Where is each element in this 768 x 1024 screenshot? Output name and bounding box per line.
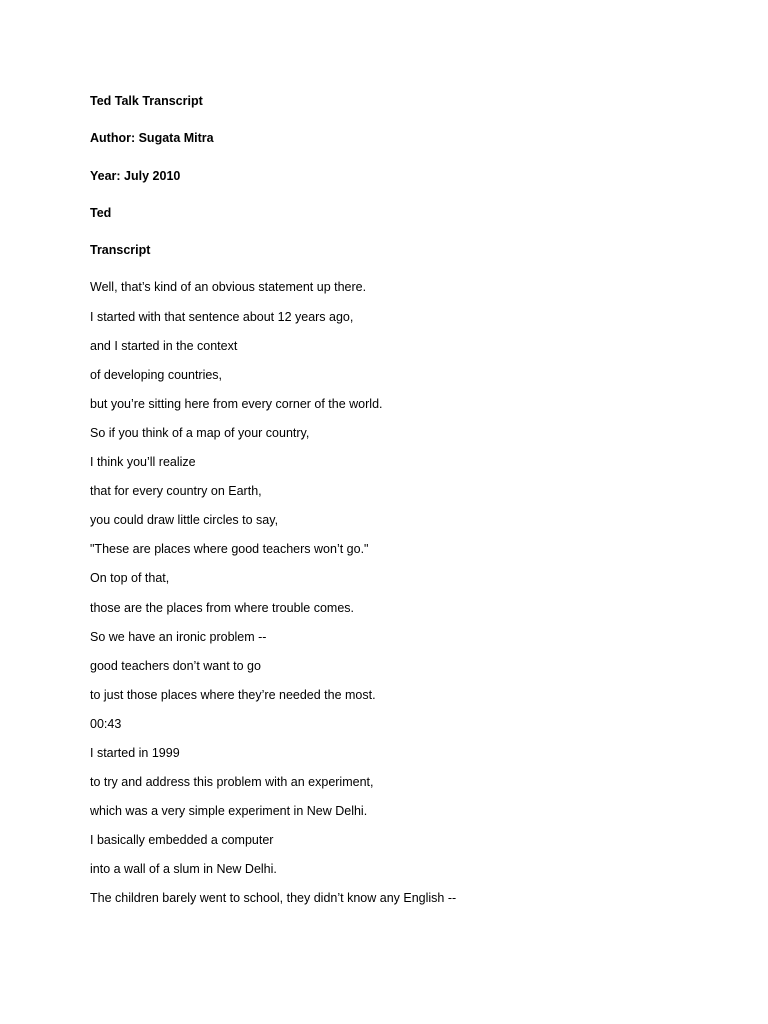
transcript-line: I basically embedded a computer: [90, 833, 274, 848]
transcript-line: that for every country on Earth,: [90, 484, 262, 499]
transcript-line: I think you’ll realize: [90, 455, 196, 470]
transcript-line: "These are places where good teachers won’t go.": [90, 542, 369, 557]
source-line: Ted: [90, 205, 112, 220]
transcript-line: those are the places from where trouble comes.: [90, 600, 355, 615]
year-line: Year: July 2010: [90, 168, 181, 183]
transcript-line: but you’re sitting here from every corner of the world.: [90, 396, 383, 411]
transcript-line: On top of that,: [90, 571, 170, 586]
transcript-line: So we have an ironic problem --: [90, 629, 267, 644]
transcript-line: Well, that’s kind of an obvious statement up there.: [90, 280, 367, 295]
transcript-line: to just those places where they’re needed the most.: [90, 687, 376, 702]
transcript-line: of developing countries,: [90, 367, 223, 382]
transcript-line: The children barely went to school, they didn’t know any English --: [90, 891, 457, 906]
transcript-line: which was a very simple experiment in New Delhi.: [90, 804, 368, 819]
transcript-line: you could draw little circles to say,: [90, 513, 279, 528]
transcript-line: to try and address this problem with an experiment,: [90, 775, 374, 790]
document-body: [90, 93, 710, 920]
transcript-line: and I started in the context: [90, 338, 238, 353]
transcript-line: good teachers don’t want to go: [90, 658, 261, 673]
section-heading-transcript: Transcript: [90, 243, 151, 258]
transcript-line: I started with that sentence about 12 years ago,: [90, 309, 354, 324]
transcript-line: I started in 1999: [90, 745, 180, 760]
document-title: Ted Talk Transcript: [90, 94, 203, 108]
transcript-line: So if you think of a map of your country,: [90, 425, 310, 440]
author-line: Author: Sugata Mitra: [90, 131, 214, 146]
timestamp-line: 00:43: [90, 716, 122, 731]
transcript-line: into a wall of a slum in New Delhi.: [90, 862, 277, 877]
